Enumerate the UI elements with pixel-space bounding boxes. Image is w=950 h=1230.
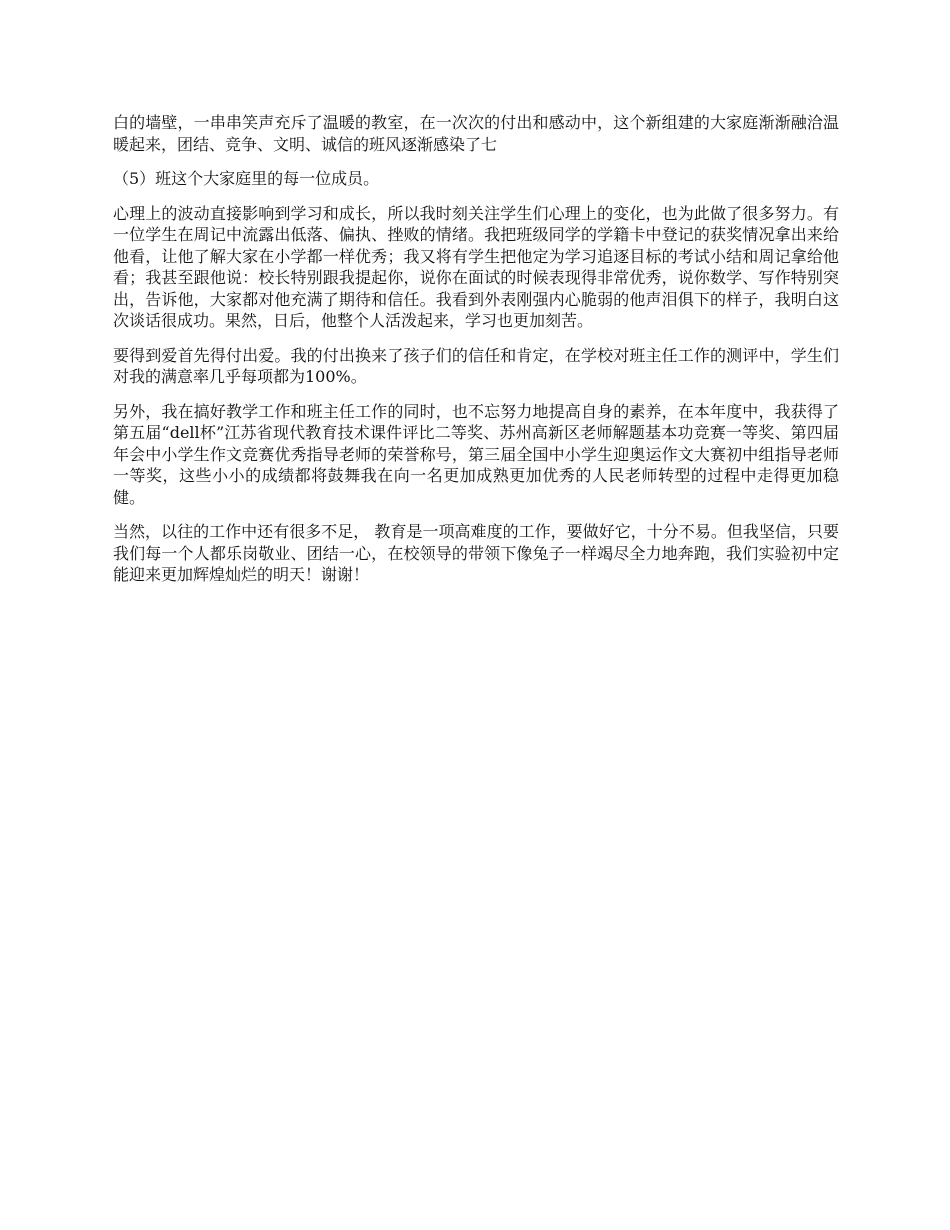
paragraph-4: 要得到爱首先得付出爱。我的付出换来了孩子们的信任和肯定，在学校对班主任工作的测评中，学生们对我的满意率几乎每项都为100%。 [113, 345, 839, 386]
document-body [113, 112, 839, 599]
paragraph-5: 另外，我在搞好教学工作和班主任工作的同时，也不忘努力地提高自身的素养，在本年度中，我获得了第五届“dell杯”江苏省现代教育技术课件评比二等奖、苏州高新区老师解题基本功竞赛一等奖、第四届年会中小学生作文竞赛优秀指导老师的荣誉称号，第三届全国中小学生迎奥运作文大赛初中组指导老师一等奖，这些小小的成绩都将鼓舞我在向一名更加成熟更加优秀的人民老师转型的过程中走得更加稳健。 [113, 401, 839, 507]
paragraph-3: 心理上的波动直接影响到学习和成长，所以我时刻关注学生们心理上的变化，也为此做了很多努力。有一位学生在周记中流露出低落、偏执、挫败的情绪。我把班级同学的学籍卡中登记的获奖情况拿出来给他看，让他了解大家在小学都一样优秀；我又将有学生把他定为学习追逐目标的考试小结和周记拿给他看；我甚至跟他说：校长特别跟我提起你，说你在面试的时候表现得非常优秀，说你数学、写作特别突出，告诉他，大家都对他充满了期待和信任。我看到外表刚强内心脆弱的他声泪俱下的样子，我明白这次谈话很成功。果然，日后，他整个人活泼起来，学习也更加刻苦。 [113, 203, 839, 330]
paragraph-6: 当然，以往的工作中还有很多不足， 教育是一项高难度的工作，要做好它，十分不易。但我坚信，只要我们每一个人都乐岗敬业、团结一心，在校领导的带领下像兔子一样竭尽全力地奔跑，我们实验初中定能迎来更加辉煌灿烂的明天！谢谢！ [113, 522, 839, 584]
paragraph-1: 白的墙壁，一串串笑声充斥了温暖的教室，在一次次的付出和感动中，这个新组建的大家庭渐渐融洽温暖起来，团结、竞争、文明、诚信的班风逐渐感染了七 [113, 113, 839, 154]
paragraph-2: （5）班这个大家庭里的每一位成员。 [113, 169, 380, 188]
